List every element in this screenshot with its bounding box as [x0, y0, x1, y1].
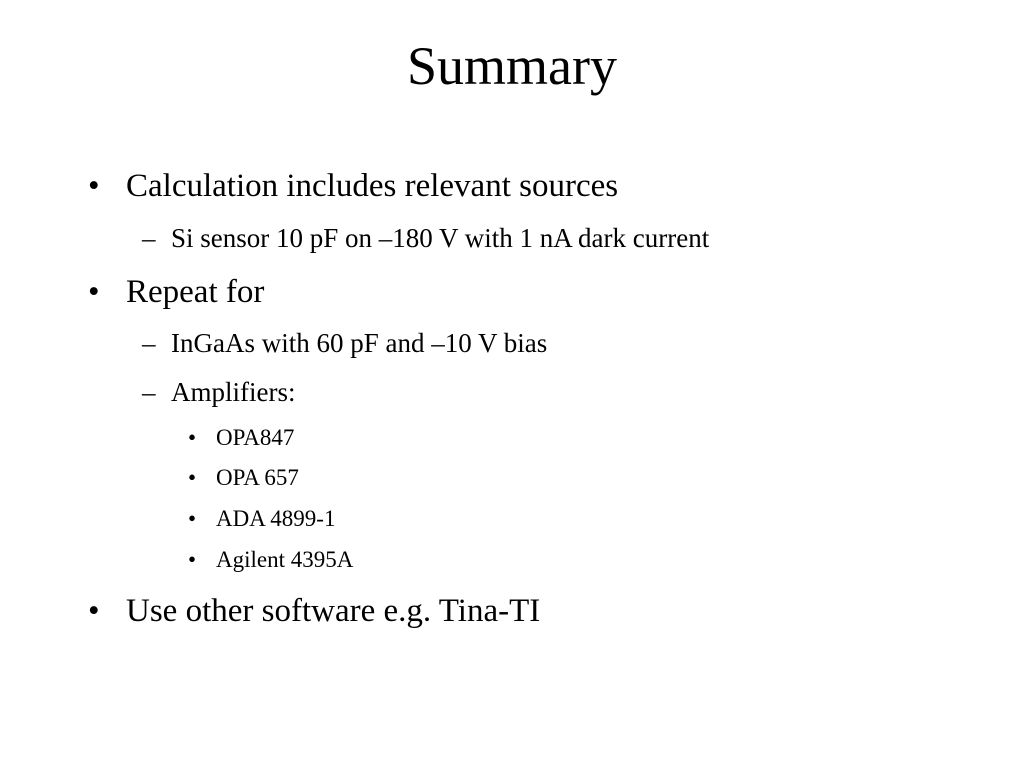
bullet-marker: • [188, 547, 197, 572]
bullet-other-software [88, 591, 541, 631]
bullet-repeat-for [88, 272, 265, 312]
amplifier-text: OPA847 [216, 425, 295, 450]
sub-bullet-ingaas [142, 327, 548, 359]
amplifier-text: Agilent 4395A [216, 547, 354, 572]
bullet-text: Use other software e.g. Tina-TI [126, 593, 541, 629]
sub-bullet-text: Amplifiers: [171, 377, 296, 407]
amplifier-text: OPA 657 [216, 465, 299, 490]
dash-marker: – [142, 377, 156, 407]
bullet-marker: • [188, 465, 197, 490]
bullet-marker: • [88, 274, 100, 310]
dash-marker: – [142, 328, 156, 358]
sub-bullet-amplifiers [142, 376, 296, 408]
dash-marker: – [142, 223, 156, 253]
bullet-marker: • [88, 593, 100, 629]
sub-bullet-text: InGaAs with 60 pF and –10 V bias [171, 328, 548, 358]
amplifier-item-opa657 [188, 464, 299, 492]
sub-bullet-text: Si sensor 10 pF on –180 V with 1 nA dark current [171, 223, 710, 253]
bullet-text: Calculation includes relevant sources [126, 168, 619, 204]
bullet-text: Repeat for [126, 274, 265, 310]
bullet-marker: • [188, 425, 197, 450]
sub-bullet-si-sensor [142, 222, 710, 254]
bullet-calculation [88, 166, 619, 206]
amplifier-text: ADA 4899-1 [216, 506, 336, 531]
amplifier-item-opa847 [188, 424, 295, 452]
bullet-marker: • [188, 506, 197, 531]
amplifier-item-agilent [188, 546, 354, 574]
slide-title: Summary [407, 36, 617, 96]
amplifier-item-ada4899 [188, 505, 336, 533]
bullet-marker: • [88, 168, 100, 204]
